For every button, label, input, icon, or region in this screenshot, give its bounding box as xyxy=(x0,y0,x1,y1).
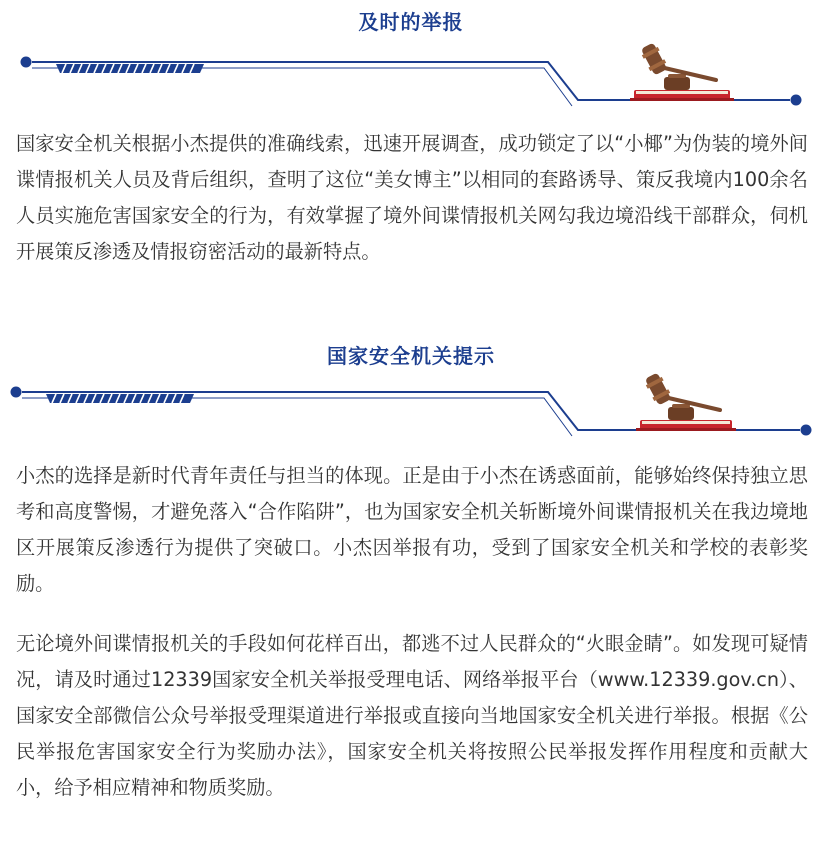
divider-start-dot xyxy=(11,387,22,398)
paragraph-timely-report: 国家安全机关根据小杰提供的准确线索，迅速开展调查，成功锁定了以“小椰”为伪装的境外间谍情报机关人员及背后组织，查明了这位“美女博主”以相同的套路诱导、策反我境内100余名人员实施危害国家安全的行为，有效掌握了境外间谍情报机关网勾我边境沿线干部群众，伺机开展策反渗透及情报窃密活动的最新特点。 xyxy=(16,132,808,263)
paragraph-reporting-channels: 无论境外间谍情报机关的手段如何花样百出，都逃不过人民群众的“火眼金睛”。如发现可疑情况，请及时通过12339国家安全机关举报受理电话、网络举报平台（www.12339.gov.cn）、国家安全部微信公众号举报受理渠道进行举报或直接向当地国家安全机关进行举报。根据《公民举报危害国家安全行为奖励办法》，国家安全机关将按照公民举报发挥作用程度和贡献大小，给予相应精神和物质奖励。 xyxy=(16,632,808,799)
gavel-icon xyxy=(645,372,720,420)
section-title-security-notice: 国家安全机关提示 xyxy=(327,344,495,368)
gavel-icon xyxy=(641,42,716,90)
section-title-timely-report: 及时的举报 xyxy=(358,10,464,34)
book-icon xyxy=(636,420,736,431)
section-divider-2 xyxy=(0,372,822,452)
paragraph-youth-responsibility: 小杰的选择是新时代青年责任与担当的体现。正是由于小杰在诱惑面前，能够始终保持独立思考和高度警惕，才避免落入“合作陷阱”，也为国家安全机关斩断境外间谍情报机关在我边境地区开展策反渗透行为提供了突破口。小杰因举报有功，受到了国家安全机关和学校的表彰奖励。 xyxy=(16,464,808,595)
section-divider-1 xyxy=(0,38,822,118)
divider-start-dot xyxy=(21,57,32,68)
book-icon xyxy=(630,90,734,101)
divider-end-dot xyxy=(801,425,812,436)
divider-end-dot xyxy=(791,95,802,106)
